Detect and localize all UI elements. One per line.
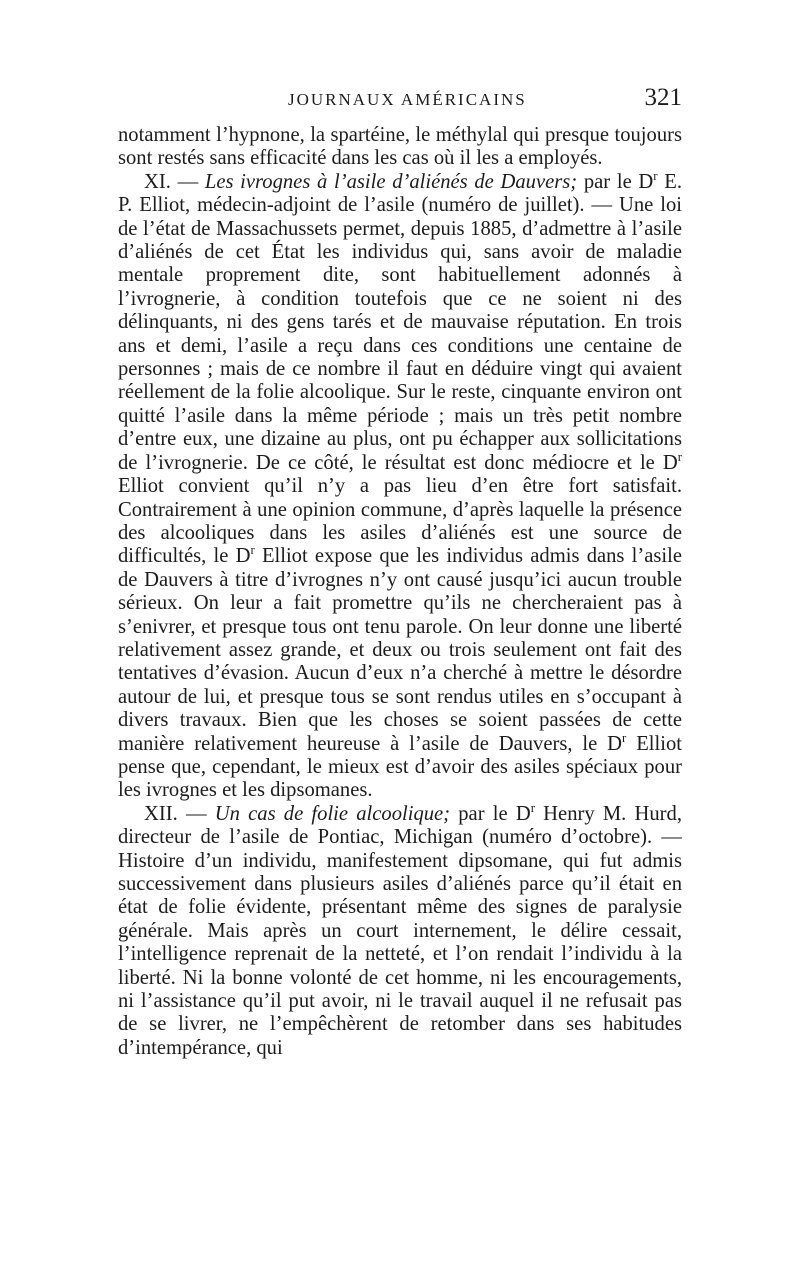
page-header xyxy=(118,84,682,120)
section-xii-byline: par le D xyxy=(450,802,531,825)
running-head: JOURNAUX AMÉRICAINS xyxy=(288,90,527,109)
section-xi-byline: par le D xyxy=(577,170,654,193)
superscript-r: r xyxy=(622,730,627,745)
superscript-r: r xyxy=(250,543,255,558)
body-text xyxy=(118,124,682,1060)
section-xi-number: XI. — xyxy=(144,170,205,193)
section-xii-title: Un cas de folie alcoolique; xyxy=(214,802,451,825)
section-xi-text-4: Elliot pense que, cependant, le mieux est d’avoir des asiles spéciaux pour les ivrognes et les dipsomanes. xyxy=(118,732,682,802)
section-xi-text-2: Elliot convient qu’il n’y a pas lieu d’en être fort satisfait. Contrairement à une opinion commune, d’après laquelle la présence des alcooliques dans les asiles d’aliénés est une source de difficultés, le D xyxy=(118,475,682,568)
section-xi-text-3: Elliot expose que les individus admis dans l’asile de Dauvers à titre d’ivrognes n’y ont causé jusqu’ici aucun trouble sérieux. On leur a fait promettre qu’ils ne chercheraient pas à s’enivrer, et presque tous ont tenu parole. On leur donne une liberté relativement assez grande, et deux ou trois seulement ont fait des tentatives d’évasion. Aucun d’eux n’a cherché à mettre le désordre autour de lui, et presque tous se sont rendus utiles en s’occupant à divers travaux. Bien que les choses se soient passées de cette manière relativement heureuse à l’asile de Dauvers, le D xyxy=(118,545,682,755)
superscript-r: r xyxy=(677,449,682,464)
superscript-r: r xyxy=(653,168,658,183)
section-xii-text: Henry M. Hurd, directeur de l’asile de Pontiac, Michigan (numéro d’octobre). — Histoire d’un individu, manifestement dipsomane, qui fut admis successivement dans plusieurs asiles d’aliénés parce qu’il était en état de folie évidente, présentant même des signes de paralysie générale. Mais après un court internement, le délire cessait, l’intelligence reprenait de la netteté, et l’on rendait l’individu à la liberté. Ni la bonne volonté de cet homme, ni les encouragements, ni l’assistance qu’il put avoir, ni le travail auquel il ne refusait pas de se livrer, ne l’empêchèrent de retomber dans ses habitudes d’intempérance, qui xyxy=(118,802,682,1059)
paragraph-continuation: notamment l’hypnone, la spartéine, le méthylal qui presque toujours sont restés sans efficacité dans les cas où il les a employés. xyxy=(118,124,682,170)
section-xi-title: Les ivrognes à l’asile d’aliénés de Dauvers; xyxy=(204,170,578,193)
superscript-r: r xyxy=(530,800,535,815)
section-xi-text-1: E. P. Elliot, médecin-adjoint de l’asile (numéro de juillet). — Une loi de l’état de Massachussets permet, depuis 1885, d’admettre à l’asile d’aliénés de cet État les individus qui, sans avoir de maladie mentale proprement dite, sont habituellement adonnés à l’ivrognerie, à condition toutefois que ce ne soient ni des délinquants, ni des gens tarés et de mauvaise réputation. En trois ans et demi, l’asile a reçu dans ces conditions une centaine de personnes ; mais de ce nombre il faut en déduire vingt qui avaient réellement de la folie alcoolique. Sur le reste, cinquante environ ont quitté l’asile dans la même période ; mais un très petit nombre d’entre eux, une dizaine au plus, ont pu échapper aux sollicitations de l’ivrognerie. De ce côté, le résultat est donc médiocre et le D xyxy=(118,170,682,474)
page-number: 321 xyxy=(644,84,682,111)
section-xi xyxy=(118,168,682,803)
section-xii-number: XII. — xyxy=(144,802,215,825)
section-xii xyxy=(118,800,682,1060)
